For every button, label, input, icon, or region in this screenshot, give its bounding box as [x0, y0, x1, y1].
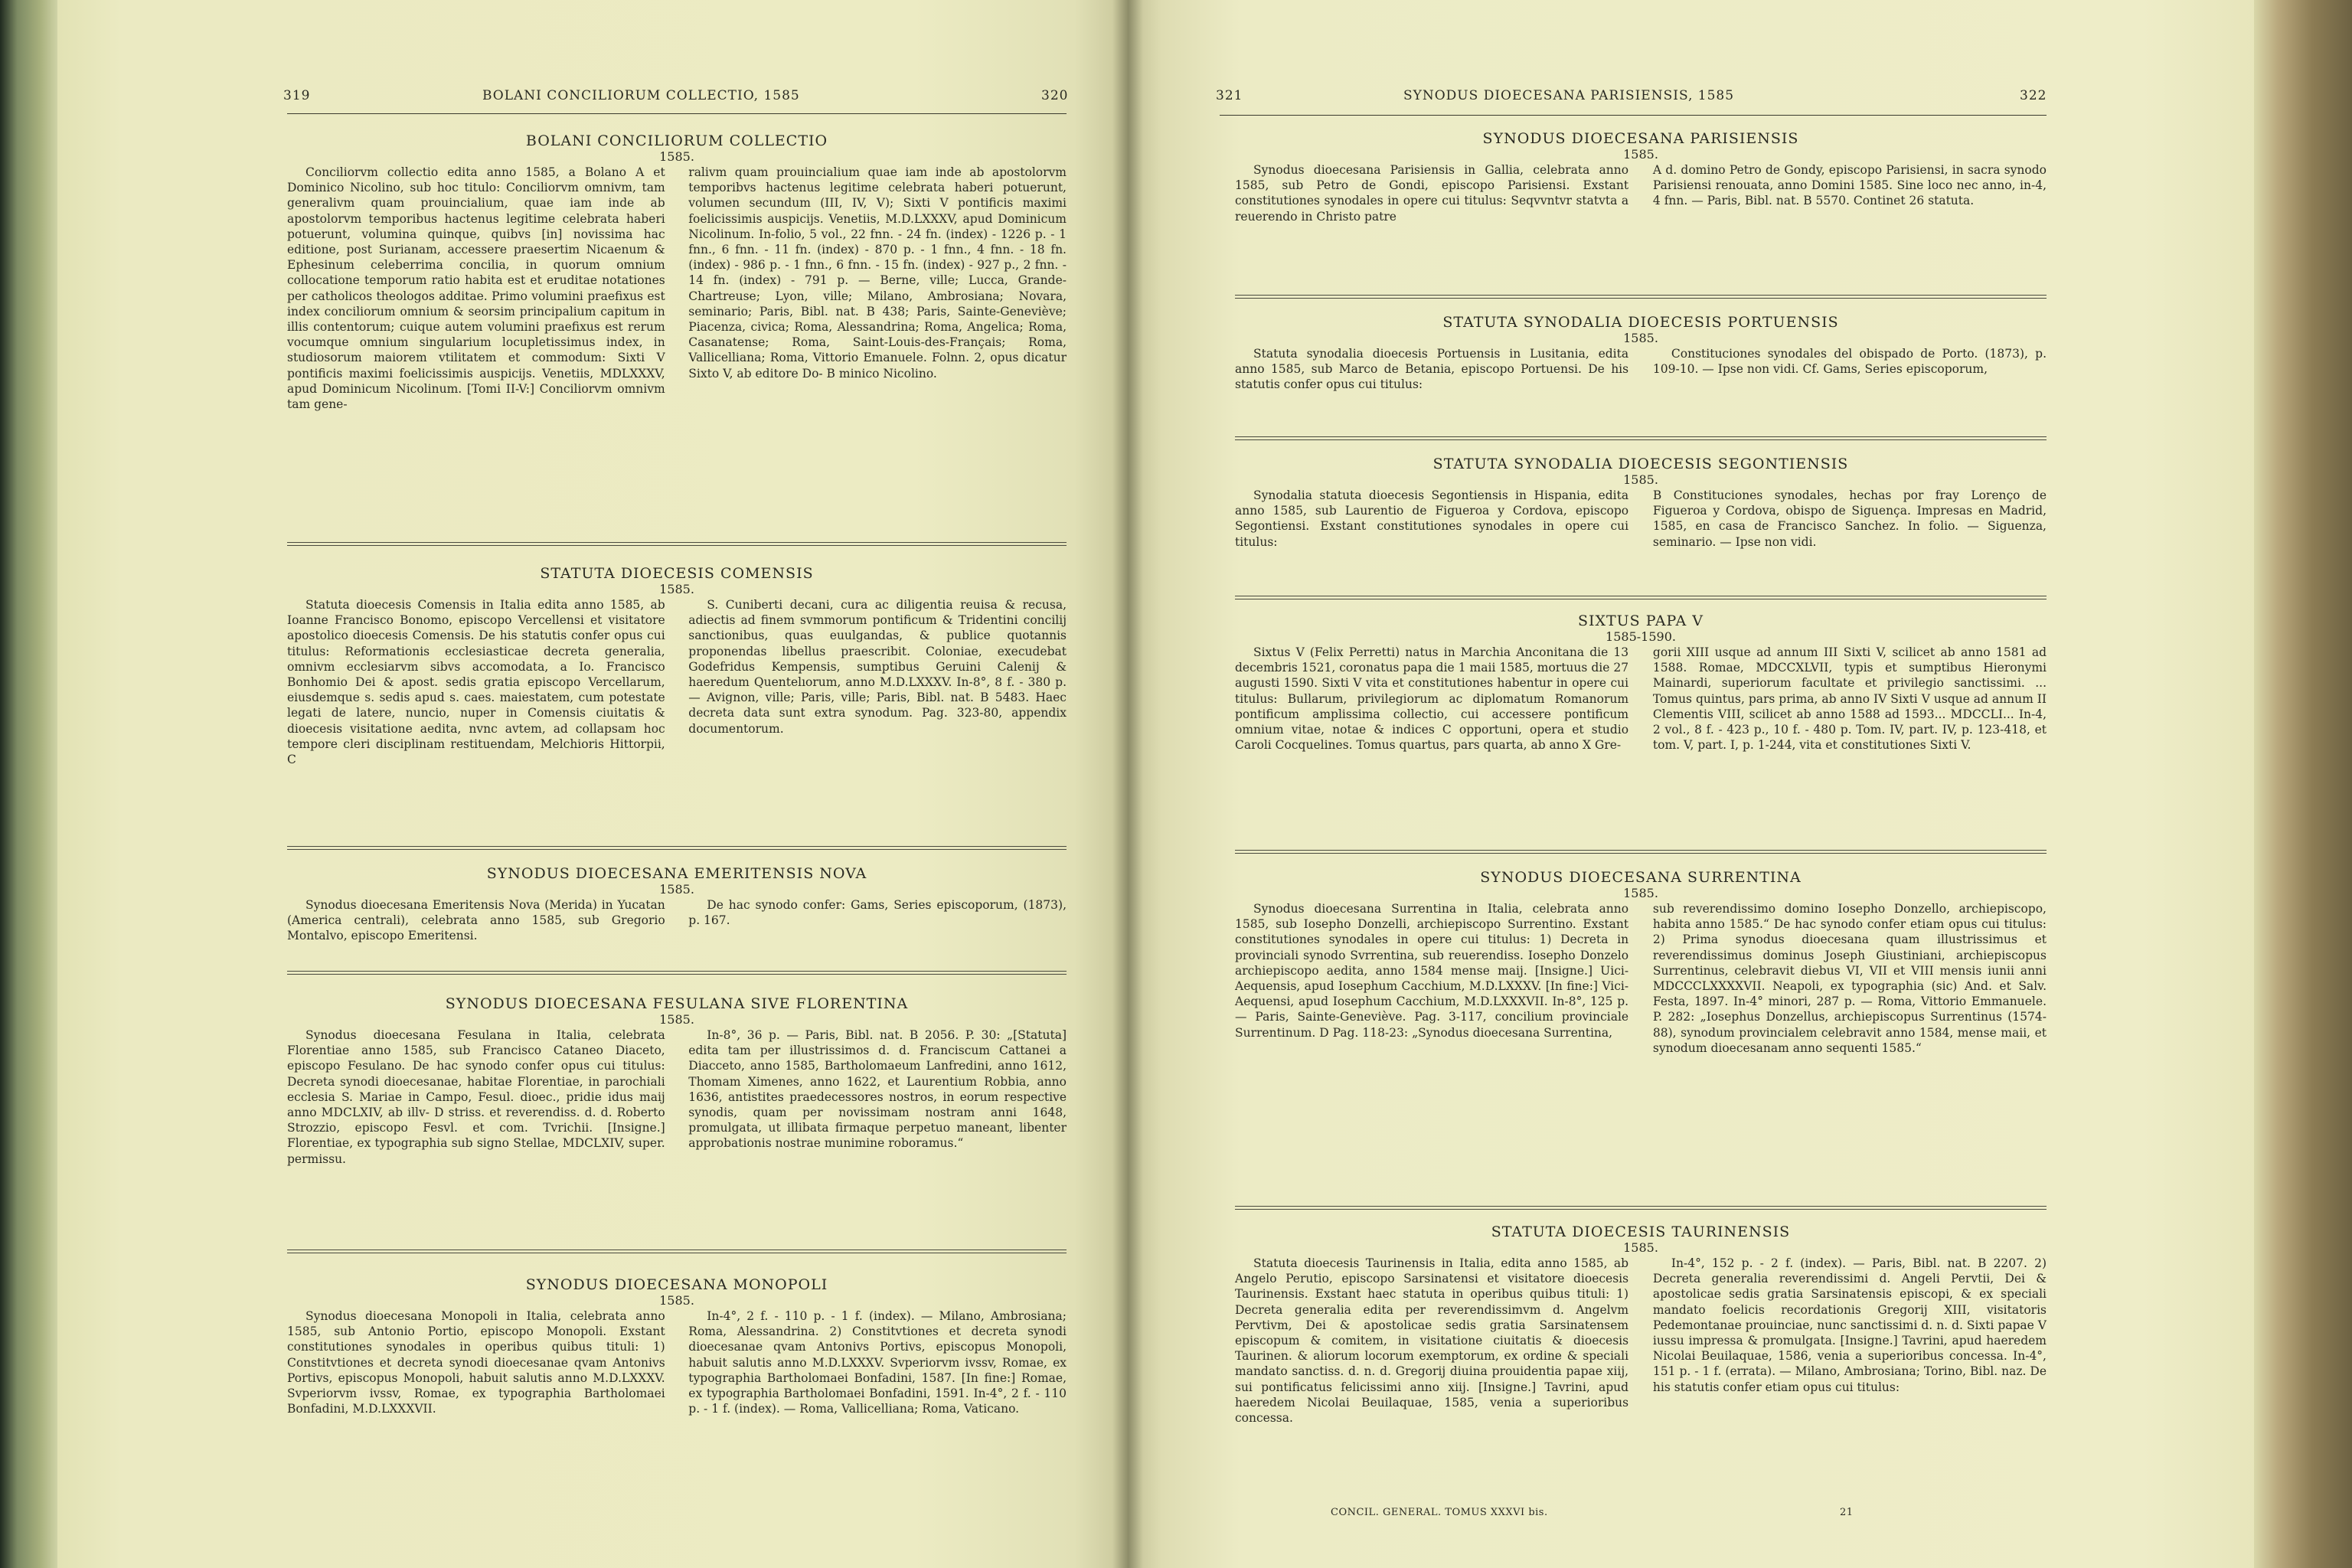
section-title: STATUTA DIOECESIS TAURINENSIS	[1491, 1223, 1791, 1240]
left-page	[57, 0, 1128, 1568]
section-divider	[287, 846, 1067, 850]
column-text: Synodalia statuta dioecesis Segontiensis in Hispania, edita anno 1585, sub Laurentio de Figueroa y Cordova, episcopo Segontiensi. Exstant constitutiones synodales in opere cui titulus:	[1235, 488, 1629, 549]
section-divider	[1235, 596, 2047, 599]
column-text: Synodus dioecesana Surrentina in Italia, celebrata anno 1585, sub Iosepho Donzelli, archiepiscopo Surrentino. Exstant constitutiones synodales in opere cui titulus: 1) Decreta in provinciali synodo Svrrentina, sub reuerendiss. Iosepho Donzelo archiepiscopo aedita, anno 1584 mense maij. [Insigne.] Uici-Aequensis, apud Iosephum Cacchium, M.D.LXXXV. [In fine:] Vici-Aequensi, apud Iosephum Cacchium, M.D.LXXXVII. In-8°, 125 p. — Paris, Sainte-Geneviève. Pag. 3-117, concilium provinciale Surrentinum. D Pag. 118-23: „Synodus dioecesana Surrentina,	[1235, 902, 1629, 1040]
book-edge-left	[0, 0, 57, 1568]
section-year: 1585.	[1623, 331, 1658, 345]
section-divider	[1235, 1206, 2047, 1210]
column-text: Conciliorvm collectio edita anno 1585, a Bolano A et Dominico Nicolino, sub hoc titulo: Conciliorvm omnivm, tam generalivm quam prouincialium, quae iam inde ab apostolorvm temporibus hactenus legitime celebrata haberi potuerunt, volumina quinque, quibvs [in] novissima hac editione, post Surianam, accessere praesertim Nicaenum & Ephesinum celeberrima concilia, in quorum omnium collocatione temporum ratio habita est et eruditae notationes per catholicos theologos additae. Primo volumini praefixus est index conciliorum omnium & seorsim principalium capitum in illis contentorum; cuique autem volumini praefixus est rerum vocumque omnium singularium locupletissimus index, in studiosorum maiorem vtilitatem et commodum: Sixti V pontificis maximi foelicissimis auspicijs. Venetiis, MDLXXXV, apud Dominicum Nicolinum. [Tomi II-V:] Conciliorvm omnivm tam gene-	[287, 165, 665, 412]
footer-signature: CONCIL. GENERAL. TOMUS XXXVI bis.	[1331, 1507, 1548, 1518]
column-text: ralivm quam prouincialium quae iam inde ab apostolorvm temporibvs hactenus legitime celebrata haberi potuerunt, volumen secundum (III, IV, V); Sixti V pontificis maximi foelicissimis auspicijs. Venetiis, M.D.LXXXV, apud Dominicum Nicolinum. In-folio, 5 vol., 22 fnn. - 24 fn. (index) - 1226 p. - 1 fnn., 6 fnn. - 11 fn. (index) - 870 p. - 1 fnn., 4 fnn. - 18 fn. (index) - 986 p. - 1 fnn., 6 fnn. - 15 fn. (index) - 927 p., 2 fnn. - 14 fn. (index) - 791 p. — Berne, ville; Lucca, Grande-Chartreuse; Lyon, ville; Milano, Ambrosiana; Novara, seminario; Paris, Bibl. nat. B 438; Paris, Sainte-Geneviève; Piacenza, civica; Roma, Alessandrina; Roma, Angelica; Roma, Casanatense; Roma, Saint-Louis-des-Français; Roma, Vallicelliana; Roma, Vittorio Emanuele. Folnn. 2, opus dicatur Sixto V, ab editore Do- B minico Nicolino.	[688, 165, 1067, 381]
section-year: 1585.	[659, 1293, 694, 1308]
column-text: Synodus dioecesana Emeritensis Nova (Merida) in Yucatan (America centrali), celebrata anno 1585, sub Gregorio Montalvo, episcopo Emeritensi.	[287, 898, 665, 943]
section-fesulana	[287, 995, 1067, 1167]
section-year: 1585-1590.	[1606, 629, 1676, 644]
header-rule	[287, 113, 1067, 114]
section-taurinensis	[1235, 1223, 2047, 1426]
column-text: In-8°, 36 p. — Paris, Bibl. nat. B 2056. P. 30: „[Statuta] edita tam per illustrissimos d. d. Franciscum Cattanei a Diacceto, anno 1585, Bartholomaeum Lanfredini, anno 1612, Thomam Ximenes, anno 1622, et Laurentium Robbia, anno 1636, antistites praedecessores nostros, in eorum respective synodis, quam per novissimam nostram anni 1648, promulgata, ut illibata firmaque perpetuo maneant, libenter approbationis nostrae munimine roboramus.“	[688, 1028, 1067, 1151]
section-title: SIXTUS PAPA V	[1577, 612, 1704, 629]
page-number: 319	[283, 88, 311, 103]
section-title: SYNODUS DIOECESANA MONOPOLI	[525, 1276, 828, 1293]
column-text: Statuta dioecesis Taurinensis in Italia, edita anno 1585, ab Angelo Perutio, episcopo Sarsinatensi et visitatore dioecesis Taurinensis. Exstant haec statuta in operibus quibus tituli: 1) Decreta generalia edita per reverendissimvm d. Angelvm Pervtivm, Dei & apostolicae sedis gratia Sarsinatensem episcopum & comitem, in visitatione ciuitatis & dioecesis Taurinen. & aliorum locorum exemptorum, ex ordine & speciali mandato sanctiss. d. n. d. Gregorij diuina prouidentia papae xiij, sui pontificatus felicissimi anno xiij. [Insigne.] Tavrini, apud haeredem Nicolai Beuilaquae, 1585, venia a superioribus concessa.	[1235, 1256, 1629, 1426]
column-text: Statuta synodalia dioecesis Portuensis in Lusitania, edita anno 1585, sub Marco de Betania, episcopo Portuensi. De his statutis confer opus cui titulus:	[1235, 347, 1629, 392]
section-year: 1585.	[1623, 886, 1658, 900]
section-title: SYNODUS DIOECESANA FESULANA SIVE FLORENTINA	[445, 995, 909, 1012]
column-text: Synodus dioecesana Monopoli in Italia, celebrata anno 1585, sub Antonio Portio, episcopo Monopoli. Exstant constitutiones synodales in operibus quibus tituli: 1) Constitvtiones et decreta synodi dioecesanae qvam Antonivs Portivs, episcopus Monopoli, habuit salutis anno M.D.LXXXV. Svperiorvm ivssv, Romae, ex typographia Bartholomaei Bonfadini, M.D.LXXXVII.	[287, 1309, 665, 1416]
section-divider	[287, 971, 1067, 975]
page-number: 322	[2020, 88, 2047, 103]
section-comensis	[287, 565, 1067, 767]
section-divider	[1235, 436, 2047, 440]
column-text: S. Cuniberti decani, cura ac diligentia reuisa & recusa, adiectis ad finem svmmorum pontificum & Tridentini concilij sanctionibus, quas euulgandas, & publice quotannis proponendas libellus praescribit. Coloniae, execudebat Godefridus Kempensis, sumptibus Geruini Calenij & haeredum Quentelıorum, anno M.D.LXXXV. In-8°, 8 f. - 380 p. — Avignon, ville; Paris, ville; Paris, Bibl. nat. B 5483. Haec decreta data sunt extra synodum. Pag. 323-80, appendix documentorum.	[688, 598, 1067, 736]
section-year: 1585.	[659, 1012, 694, 1027]
column-text: De hac synodo confer: Gams, Series episcoporum, (1873), p. 167.	[688, 898, 1067, 928]
section-portuensis	[1235, 314, 2047, 393]
column-text: A d. domino Petro de Gondy, episcopo Parisiensi, in sacra synodo Parisiensi renouata, anno Domini 1585. Sine loco nec anno, in-4, 4 fnn. — Paris, Bibl. nat. B 5570. Continet 26 statuta.	[1652, 163, 2047, 208]
section-title: STATUTA SYNODALIA DIOECESIS PORTUENSIS	[1442, 314, 1839, 331]
section-title: STATUTA SYNODALIA DIOECESIS SEGONTIENSIS	[1432, 456, 1849, 472]
section-monopoli	[287, 1276, 1067, 1416]
section-year: 1585.	[1623, 147, 1658, 162]
column-text: Synodus dioecesana Fesulana in Italia, celebrata Florentiae anno 1585, sub Francisco Cataneo Diaceto, episcopo Fesulano. De hac synodo confer opus cui titulus: Decreta synodi dioecesanae, habitae Florentiae, in parochiali ecclesia S. Mariae in Campo, Fesul. dioec., pridie idus maij anno MDCLXIV, ab illv- D striss. et reverendiss. d. d. Roberto Strozzio, episcopo Fesvl. et com. Tvrichii. [Insigne.] Florentiae, ex typographia sub signo Stellae, MDCLXIV, super. permissu.	[287, 1028, 665, 1166]
section-year: 1585.	[659, 882, 694, 897]
section-bolani	[287, 132, 1067, 412]
page-number: 320	[1041, 88, 1069, 103]
column-text: Statuta dioecesis Comensis in Italia edita anno 1585, ab Ioanne Francisco Bonomo, episcopo Vercellensi et visitatore apostolico dioecesis Comensis. De his statutis confer opus cui titulus: Reformationis ecclesiasticae decreta generalia, omnivm ecclesiarvm sibvs accomodata, a Io. Francisco Bonhomio Dei & apost. sedis gratia episcopo Vercellarum, eiusdemque s. sedis apud s. caes. maiestatem, cum potestate legati de latere, nuncio, nuper in Comensis ciuitatis & dioecesis visitatione aedita, nvnc avtem, ad collapsam hoc tempore cleri disciplinam restituendam, Melchioris Hittorpii, C	[287, 598, 665, 767]
column-text: B Constituciones synodales, hechas por fray Lorenço de Figueroa y Cordova, obispo de Siguença. Impresas en Madrid, 1585, en casa de Francisco Sanchez. In folio. — Siguenza, seminario. — Ipse non vidi.	[1652, 488, 2047, 549]
running-title: SYNODUS DIOECESANA PARISIENSIS, 1585	[1403, 88, 1735, 103]
column-text: Synodus dioecesana Parisiensis in Gallia, celebrata anno 1585, sub Petro de Gondi, episcopo Parisiensi. Exstant constitutiones synodales in opere cui titulus: Seqvvntvr statvta a reuerendo in Christo patre	[1235, 163, 1629, 224]
column-text: Sixtus V (Felix Perretti) natus in Marchia Anconitana die 13 decembris 1521, coronatus papa die 1 maii 1585, mortuus die 27 augusti 1590. Sixti V vita et constitutiones habentur in opere cui titulus: Bullarum, privilegiorum ac diplomatum Romanorum pontificum amplissima collectio, cui accessere pontificum omnium vitae, notae & indices C opportuni, opera et studio Caroli Cocquelines. Tomus quartus, pars quarta, ab anno X Gre-	[1235, 645, 1629, 753]
section-title: SYNODUS DIOECESANA EMERITENSIS NOVA	[486, 865, 867, 882]
right-page	[1128, 0, 2254, 1568]
section-title: SYNODUS DIOECESANA SURRENTINA	[1480, 869, 1802, 886]
book-edge-right	[2254, 0, 2352, 1568]
section-year: 1585.	[659, 149, 694, 164]
section-title: STATUTA DIOECESIS COMENSIS	[540, 565, 814, 582]
section-year: 1585.	[1623, 472, 1658, 487]
column-text: In-4°, 152 p. - 2 f. (index). — Paris, Bibl. nat. B 2207. 2) Decreta generalia reverendissimi d. Angeli Pervtii, Dei & apostolicae sedis gratia Sarsinatensis episcopi, & ex speciali mandato foelicis recordationis Gregorij XIII, visitatoris Pedemontanae prouinciae, nunc sanctissimi d. n. d. Sixti papae V iussu impressa & promulgata. [Insigne.] Tavrini, apud haeredem Nicolai Beuilaquae, 1586, venia a superioribus concessa. In-4°, 151 p. - 1 f. (errata). — Milano, Ambrosiana; Torino, Bibl. naz. De his statutis confer etiam opus cui titulus:	[1652, 1256, 2047, 1394]
running-header-left	[283, 88, 1072, 119]
running-title: BOLANI CONCILIORUM COLLECTIO, 1585	[482, 88, 800, 103]
section-surrentina	[1235, 869, 2047, 1056]
section-divider	[1235, 850, 2047, 854]
page-number: 321	[1216, 88, 1243, 103]
book-gutter	[1112, 0, 1143, 1568]
footer-number: 21	[1840, 1507, 1854, 1518]
section-sixtus	[1235, 612, 2047, 753]
section-year: 1585.	[1623, 1240, 1658, 1255]
section-divider	[1235, 295, 2047, 299]
section-parisiensis	[1235, 130, 2047, 224]
section-title: BOLANI CONCILIORUM COLLECTIO	[525, 132, 828, 149]
section-segontiensis	[1235, 456, 2047, 550]
header-rule	[1220, 115, 2047, 116]
section-emeritensis	[287, 865, 1067, 944]
column-text: Constituciones synodales del obispado de Porto. (1873), p. 109-10. — Ipse non vidi. Cf. Gams, Series episcoporum,	[1652, 347, 2047, 377]
section-year: 1585.	[659, 582, 694, 596]
column-text: sub reverendissimo domino Iosepho Donzello, archiepiscopo, habita anno 1585.“ De hac synodo confer etiam opus cui titulus: 2) Prima synodus dioecesana quam illustrissimus et reverendissimus dominus Joseph Giustiniani, archiepiscopus Surrentinus, celebravit diebus VI, VII et VIII mensis iunii anni MDCCCLXXXXVII. Neapoli, ex typographia (sic) And. et Salv. Festa, 1897. In-4° minori, 287 p. — Roma, Vittorio Emmanuele. P. 282: „Iosephus Donzellus, archiepiscopus Surrentinus (1574-88), synodum provincialem celebravit anno 1584, mense maii, et synodum dioecesanam anno sequenti 1585.“	[1652, 902, 2047, 1055]
column-text: gorii XIII usque ad annum III Sixti V, scilicet ab anno 1581 ad 1588. Romae, MDCCXLVII, typis et sumptibus Hieronymi Mainardi, superiorum facultate et privilegio sanctissimi. ... Tomus quintus, pars prima, ab anno IV Sixti V usque ad annum II Clementis VIII, scilicet ab anno 1588 ad 1593... MDCCLI... In-4, 2 vol., 8 f. - 423 p., 10 f. - 480 p. Tom. IV, part. IV, p. 123-418, et tom. V, part. I, p. 1-244, vita et constitutiones Sixti V.	[1652, 645, 2047, 753]
column-text: In-4°, 2 f. - 110 p. - 1 f. (index). — Milano, Ambrosiana; Roma, Alessandrina. 2) Constitvtiones et decreta synodi dioecesanae qvam Antonivs Portivs, episcopus Monopoli, habuit salutis anno M.D.LXXXV. Svperiorvm ivssv, Romae, ex typographia Bartholomaei Bonfadini, 1587. [In fine:] Romae, ex typographia Bartholomaei Bonfadini, 1591. In-4°, 2 f. - 110 p. - 1 f. (index). — Roma, Vallicelliana; Roma, Vaticano.	[688, 1309, 1067, 1416]
running-header-right	[1216, 88, 2058, 119]
section-divider	[287, 542, 1067, 546]
section-title: SYNODUS DIOECESANA PARISIENSIS	[1482, 130, 1799, 147]
section-divider	[287, 1250, 1067, 1253]
